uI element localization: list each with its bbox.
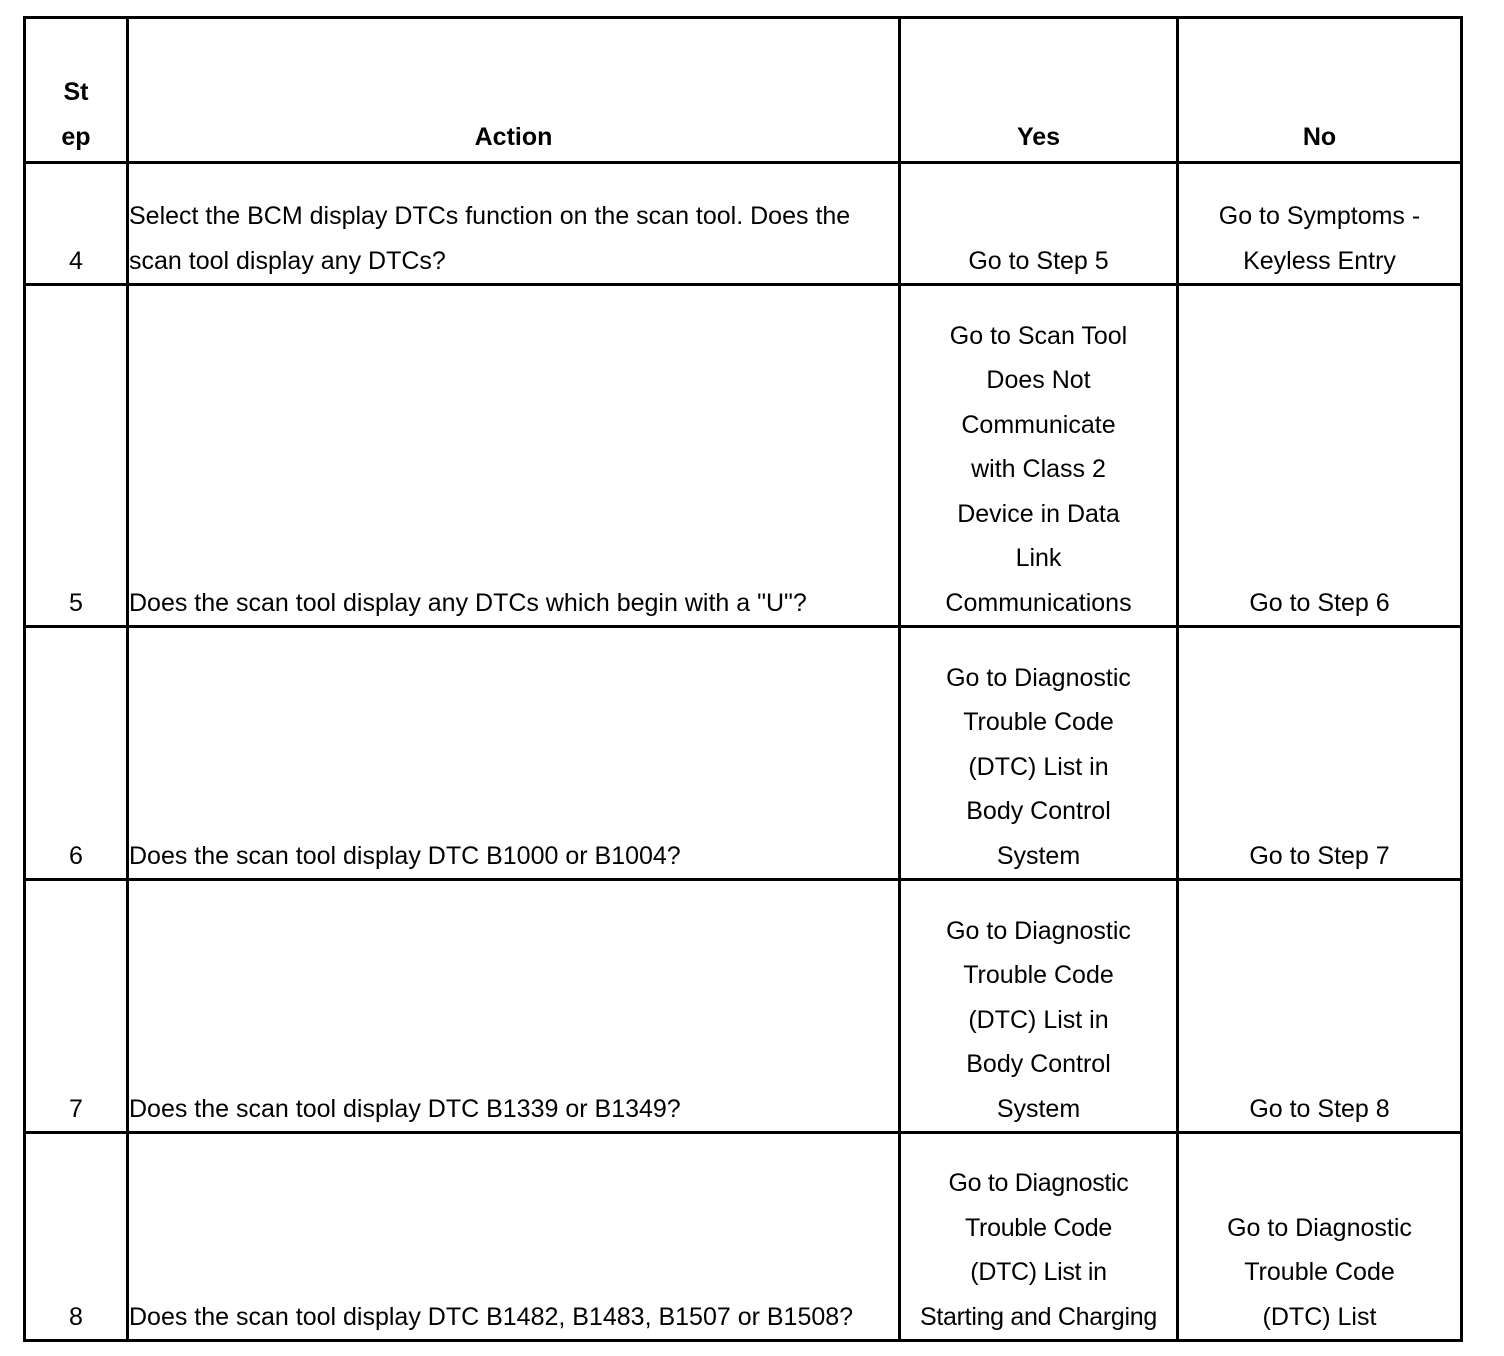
yes-result: Go to Diagnostic Trouble Code (DTC) List in Starting and Charging <box>900 1133 1178 1341</box>
step-header-line-1: St <box>63 78 89 106</box>
step-number: 7 <box>25 880 128 1133</box>
no-column-header: No <box>1178 18 1462 163</box>
action-text: Does the scan tool display DTC B1000 or B1004? <box>128 627 900 880</box>
table-row <box>25 285 1462 627</box>
no-result: Go to Step 7 <box>1178 627 1462 880</box>
action-text: Does the scan tool display DTC B1482, B1483, B1507 or B1508? <box>128 1133 900 1341</box>
action-column-header: Action <box>128 18 900 163</box>
step-number: 4 <box>25 163 128 285</box>
yes-result: Go to Scan Tool Does Not Communicate with Class 2 Device in Data Link Communications <box>900 285 1178 627</box>
yes-result: Go to Step 5 <box>900 163 1178 285</box>
action-text: Does the scan tool display DTC B1339 or B1349? <box>128 880 900 1133</box>
step-column-header <box>25 18 128 163</box>
yes-column-header: Yes <box>900 18 1178 163</box>
table-row <box>25 880 1462 1133</box>
no-result: Go to Step 8 <box>1178 880 1462 1133</box>
no-result: Go to Diagnostic Trouble Code (DTC) List <box>1178 1133 1462 1341</box>
table-row <box>25 1133 1462 1341</box>
action-text: Does the scan tool display any DTCs which begin with a "U"? <box>128 285 900 627</box>
yes-result: Go to Diagnostic Trouble Code (DTC) List in Body Control System <box>900 880 1178 1133</box>
step-number: 8 <box>25 1133 128 1341</box>
step-number: 6 <box>25 627 128 880</box>
step-header-line-2: ep <box>61 122 91 151</box>
diagnostic-table <box>23 16 1463 1342</box>
table-row <box>25 163 1462 285</box>
yes-result: Go to Diagnostic Trouble Code (DTC) List in Body Control System <box>900 627 1178 880</box>
table-row <box>25 627 1462 880</box>
header-row <box>25 18 1462 163</box>
no-result: Go to Step 6 <box>1178 285 1462 627</box>
no-result: Go to Symptoms - Keyless Entry <box>1178 163 1462 285</box>
action-text: Select the BCM display DTCs function on the scan tool. Does the scan tool display any DTCs? <box>128 163 900 285</box>
step-number: 5 <box>25 285 128 627</box>
